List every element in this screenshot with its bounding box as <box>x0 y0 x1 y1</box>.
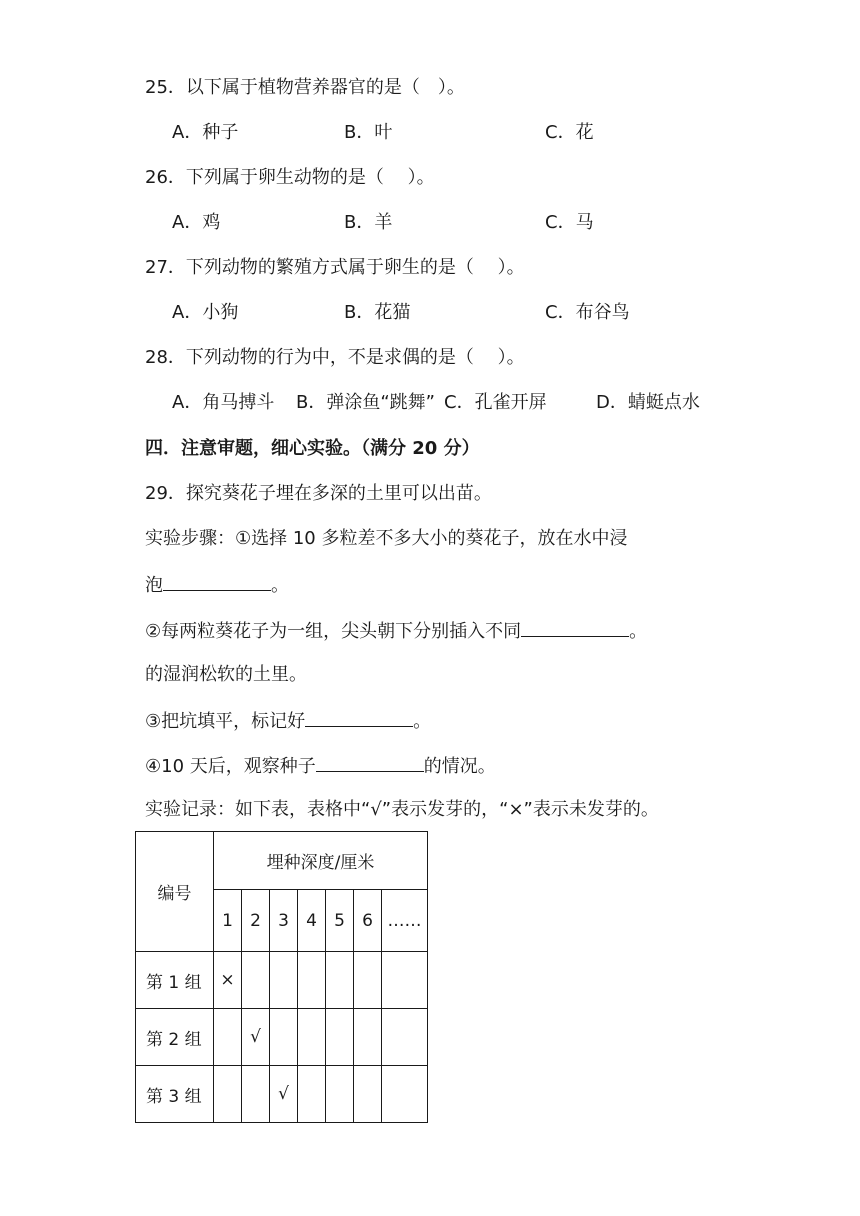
result-cell <box>326 1066 354 1123</box>
step-2-line-1 <box>145 618 647 644</box>
depth-cell: 1 <box>214 890 242 952</box>
table-row <box>136 1009 428 1066</box>
result-cell <box>326 952 354 1009</box>
q26-option-a[interactable]: A．鸡 <box>172 212 221 233</box>
q27-option-c[interactable]: C．布谷鸟 <box>545 302 630 323</box>
result-cell <box>326 1009 354 1066</box>
group-label: 第 1 组 <box>136 952 214 1009</box>
q27-option-a[interactable]: A．小狗 <box>172 302 239 323</box>
depth-cell: 5 <box>326 890 354 952</box>
step-4-blank[interactable] <box>316 753 424 772</box>
header-depth: 埋种深度/厘米 <box>214 832 428 890</box>
step-1-end: 。 <box>271 575 289 596</box>
record-description: 实验记录：如下表，表格中“√”表示发芽的，“×”表示未发芽的。 <box>145 799 659 820</box>
step-2-end: 。 <box>629 621 648 642</box>
result-cell <box>242 1066 270 1123</box>
depth-cell: 6 <box>354 890 382 952</box>
q28-option-d[interactable]: D．蜻蜓点水 <box>596 392 700 413</box>
q28-option-c[interactable]: C．孔雀开屏 <box>444 392 547 413</box>
step-2-blank[interactable] <box>521 618 629 637</box>
question-27-stem: 27．下列动物的繁殖方式属于卵生的是（ ）。 <box>145 257 525 278</box>
depth-cell: …… <box>382 890 428 952</box>
result-cell <box>298 952 326 1009</box>
result-cell <box>298 1066 326 1123</box>
q26-option-c[interactable]: C．马 <box>545 212 594 233</box>
record-table <box>135 831 428 1123</box>
q27-option-b[interactable]: B．花猫 <box>344 302 411 323</box>
table-row <box>136 952 428 1009</box>
question-25-stem: 25．以下属于植物营养器官的是（ ）。 <box>145 77 465 98</box>
section-4-heading: 四．注意审题，细心实验。（满分 20 分） <box>145 438 480 459</box>
step-1-text: 泡 <box>145 575 163 596</box>
q25-option-a[interactable]: A．种子 <box>172 122 239 143</box>
depth-cell: 3 <box>270 890 298 952</box>
question-29-stem: 29．探究葵花子埋在多深的土里可以出苗。 <box>145 483 492 504</box>
result-cell: √ <box>242 1009 270 1066</box>
step-2-text: ②每两粒葵花子为一组，尖头朝下分别插入不同 <box>145 621 522 642</box>
result-cell <box>354 1066 382 1123</box>
result-cell: √ <box>270 1066 298 1123</box>
q28-option-b[interactable]: B．弹涂鱼“跳舞” <box>296 392 435 413</box>
result-cell <box>354 952 382 1009</box>
result-cell <box>382 1066 428 1123</box>
result-cell <box>298 1009 326 1066</box>
step-1-blank[interactable] <box>163 572 271 591</box>
step-2-line-2: 的湿润松软的土里。 <box>145 664 307 685</box>
step-1-line-1: 实验步骤：①选择 10 多粒差不多大小的葵花子，放在水中浸 <box>145 528 628 549</box>
group-label: 第 2 组 <box>136 1009 214 1066</box>
result-cell <box>382 1009 428 1066</box>
q28-option-a[interactable]: A．角马搏斗 <box>172 392 275 413</box>
result-cell <box>242 952 270 1009</box>
question-26-stem: 26．下列属于卵生动物的是（ ）。 <box>145 167 435 188</box>
q26-option-b[interactable]: B．羊 <box>344 212 393 233</box>
step-1-line-2 <box>145 572 289 598</box>
step-3-text: ③把坑填平，标记好 <box>145 711 306 732</box>
result-cell <box>214 1066 242 1123</box>
q25-option-c[interactable]: C．花 <box>545 122 594 143</box>
q25-option-b[interactable]: B．叶 <box>344 122 393 143</box>
result-cell <box>382 952 428 1009</box>
group-label: 第 3 组 <box>136 1066 214 1123</box>
header-group-id: 编号 <box>136 832 214 952</box>
step-3-line <box>145 708 431 734</box>
step-3-end: 。 <box>413 711 432 732</box>
step-4-end: 的情况。 <box>423 756 496 777</box>
question-28-stem: 28．下列动物的行为中，不是求偶的是（ ）。 <box>145 347 525 368</box>
depth-cell: 2 <box>242 890 270 952</box>
result-cell: × <box>214 952 242 1009</box>
result-cell <box>270 952 298 1009</box>
step-3-blank[interactable] <box>305 708 413 727</box>
result-cell <box>214 1009 242 1066</box>
table-row <box>136 1066 428 1123</box>
result-cell <box>270 1009 298 1066</box>
depth-cell: 4 <box>298 890 326 952</box>
step-4-text: ④10 天后，观察种子 <box>145 756 316 777</box>
result-cell <box>354 1009 382 1066</box>
step-4-line <box>145 753 496 779</box>
